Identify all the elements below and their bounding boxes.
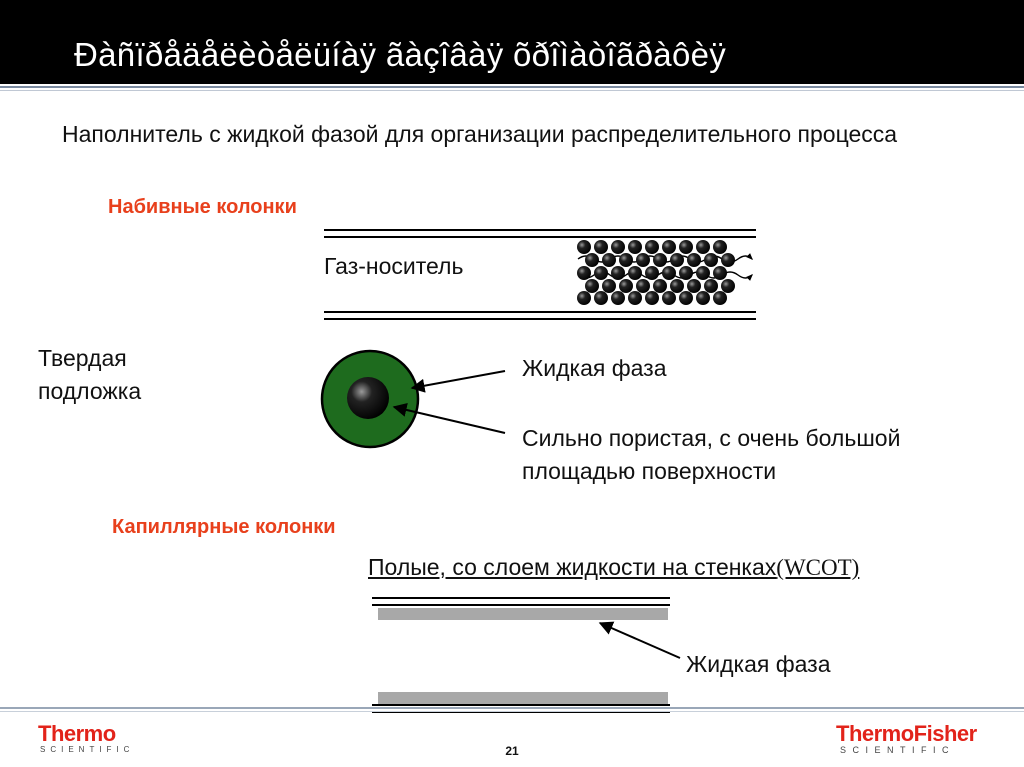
coating-arrow [600, 623, 680, 658]
packing-bead [628, 240, 642, 254]
capillary-column-tube [372, 598, 670, 712]
packing-bead [628, 266, 642, 280]
capillary-columns-heading: Капиллярные колонки [112, 516, 336, 538]
packing-bead [704, 253, 718, 267]
packing-bead [594, 240, 608, 254]
packing-bead [713, 266, 727, 280]
packing-bead [662, 240, 676, 254]
thermo-logo: Thermo [38, 721, 116, 746]
packing-bead [696, 240, 710, 254]
packing-bead [619, 279, 633, 293]
packing-bead [645, 240, 659, 254]
intro-text: Наполнитель с жидкой фазой для организации распределительного процесса [62, 121, 898, 147]
packing-bead [687, 279, 701, 293]
wall-coating-bottom [378, 692, 668, 704]
packing-bead [704, 279, 718, 293]
liquid-phase-label: Жидкая фаза [522, 355, 667, 381]
packing-bead [721, 279, 735, 293]
slide-title: Ðàñïðåäåëèòåëüíàÿ ãàçîâàÿ õðîìàòîãðàôèÿ [74, 36, 727, 73]
packing-bead [687, 253, 701, 267]
porous-surface-label: Сильно пористая, с очень большой площадью поверхности [522, 425, 901, 484]
liquid-phase-arrow [412, 371, 505, 388]
packing-bead [679, 291, 693, 305]
packing-bead [670, 279, 684, 293]
packing-bead [670, 253, 684, 267]
footer-divider [0, 707, 1024, 709]
wall-coating-top [378, 608, 668, 620]
thermofisher-logo: ThermoFisher [836, 721, 977, 746]
packing-bead [645, 266, 659, 280]
packing-bead [585, 279, 599, 293]
footer-divider-thin [0, 711, 1024, 712]
packing-bead [602, 253, 616, 267]
packing-bead [602, 279, 616, 293]
packing-bead [721, 253, 735, 267]
packing-bead [662, 266, 676, 280]
solid-support-label: Твердая подложка [38, 345, 142, 404]
liquid-phase-core [347, 377, 389, 419]
packing-bead [713, 240, 727, 254]
packing-bead [653, 279, 667, 293]
packing-bead [653, 253, 667, 267]
packing-bead [628, 291, 642, 305]
packing-bead [585, 253, 599, 267]
packing-bead [619, 253, 633, 267]
thermo-logo-subtitle: SCIENTIFIC [40, 745, 135, 754]
thermofisher-logo-subtitle: SCIENTIFIC [840, 745, 956, 755]
packing-beads [577, 240, 735, 305]
packing-bead [696, 266, 710, 280]
packing-bead [636, 279, 650, 293]
packing-bead [611, 266, 625, 280]
wcot-caption [368, 554, 859, 581]
packing-bead [577, 266, 591, 280]
packing-bead [594, 266, 608, 280]
packing-bead [577, 240, 591, 254]
wcot-abbreviation: (WCOT) [776, 555, 860, 580]
packing-bead [577, 291, 591, 305]
packing-bead [679, 240, 693, 254]
packed-columns-heading: Набивные колонки [108, 196, 297, 218]
carrier-gas-label: Газ-носитель [324, 253, 464, 279]
packing-bead [713, 291, 727, 305]
packing-bead [611, 240, 625, 254]
packing-bead [594, 291, 608, 305]
packing-bead [696, 291, 710, 305]
packing-bead [645, 291, 659, 305]
packing-bead [662, 291, 676, 305]
page-number: 21 [505, 744, 519, 758]
packing-bead [611, 291, 625, 305]
packing-bead [679, 266, 693, 280]
wcot-caption-text: Полые, со слоем жидкости на стенках [368, 554, 777, 580]
packing-bead [636, 253, 650, 267]
capillary-liquid-phase-label: Жидкая фаза [686, 651, 831, 677]
